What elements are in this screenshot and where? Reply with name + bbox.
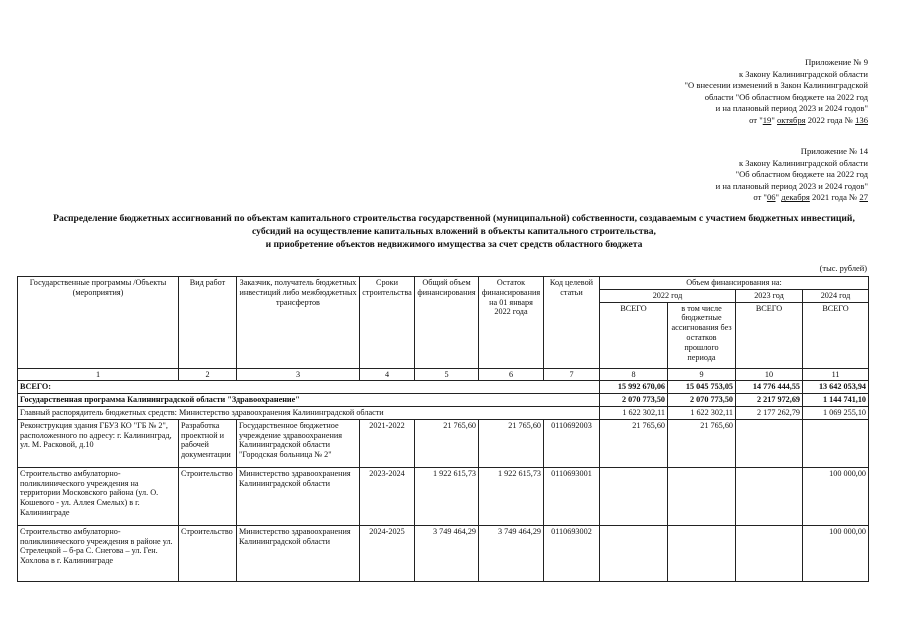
header-total-2023: ВСЕГО: [736, 302, 803, 368]
row-total: 3 749 464,29: [415, 525, 479, 581]
appendix-line: к Закону Калининградской области: [738, 157, 868, 168]
date-month: октября: [777, 114, 806, 125]
row-work: Строительство: [179, 467, 237, 525]
col-number: 6: [479, 368, 544, 381]
row-customer: Государственное бюджетное учреждение здравоохранения Калининградской области "Городская больница № 2": [237, 419, 360, 467]
total-row: [18, 381, 869, 394]
budget-table: [17, 276, 869, 582]
appendix-line: "Об областном бюджете на 2022 год: [735, 169, 868, 180]
row-object: Реконструкция здания ГБУЗ КО "ГБ № 2", расположенного по адресу: г. Калининград, ул. М. Расковой, д.10: [18, 419, 179, 467]
col-number: 1: [18, 368, 179, 381]
appendix-14-header: [716, 146, 868, 204]
row-work: Строительство: [179, 525, 237, 581]
header-row: [18, 277, 869, 290]
appendix-date: [716, 192, 868, 204]
appendix-line: "О внесении изменений в Закон Калининградской: [684, 80, 868, 91]
appendix-line: области "Об областном бюджете на 2022 год: [704, 91, 868, 102]
header-total-2024: ВСЕГО: [803, 302, 869, 368]
manager-2022: 1 622 302,11: [600, 406, 668, 419]
row-customer: Министерство здравоохранения Калининградской области: [237, 525, 360, 581]
manager-label: Главный распорядитель бюджетных средств: Министерство здравоохранения Калининградской области: [18, 406, 600, 419]
col-number: 11: [803, 368, 869, 381]
header-total-volume: Общий объем финансирования: [415, 277, 479, 369]
appendix-9-header: [685, 57, 868, 127]
appendix-date: [685, 115, 868, 127]
program-2022: 2 070 773,50: [600, 394, 668, 407]
date-part: 2022 года №: [805, 114, 856, 125]
row-object: Строительство амбулаторно-поликлинического учреждения в районе ул. Стрелецкой – б-ра С. Снегова – ул. Ген. Хохлова в г. Калининграде: [18, 525, 179, 581]
manager-row: [18, 406, 869, 419]
column-numbers-row: [18, 368, 869, 381]
total-2022: 15 992 670,06: [600, 381, 668, 394]
row-2023: [736, 525, 803, 581]
row-code: 0110693001: [544, 467, 600, 525]
program-2023: 2 217 972,69: [736, 394, 803, 407]
col-number: 8: [600, 368, 668, 381]
header-target-code: Код целевой статьи: [544, 277, 600, 369]
program-2022-incl: 2 070 773,50: [668, 394, 736, 407]
row-total: 1 922 615,73: [415, 467, 479, 525]
date-part: ": [775, 192, 782, 203]
date-part: 2021 года №: [809, 192, 860, 203]
row-remainder: 21 765,60: [479, 419, 544, 467]
total-2023: 14 776 444,55: [736, 381, 803, 394]
header-total-2022: ВСЕГО: [600, 302, 668, 368]
header-programs: Государственные программы /Объекты (мероприятия): [18, 277, 179, 369]
law-number: 27: [859, 192, 868, 203]
header-customer: Заказчик, получатель бюджетных инвестиций либо межбюджетных трансфертов: [237, 277, 360, 369]
row-object: Строительство амбулаторно-поликлинического учреждения на территории Московского района (ул. О. Кошевого - ул. Аллея Смелых) в г. Калининграде: [18, 467, 179, 525]
appendix-line: Приложение № 14: [800, 146, 868, 156]
col-number: 3: [237, 368, 360, 381]
appendix-line: и на плановый период 2023 и 2024 годов": [715, 103, 868, 114]
appendix-line: к Закону Калининградской области: [738, 68, 868, 79]
total-2024: 13 642 053,94: [803, 381, 869, 394]
row-terms: 2021-2022: [360, 419, 415, 467]
table-row: [18, 419, 869, 467]
table-row: [18, 467, 869, 525]
row-2022: 21 765,60: [600, 419, 668, 467]
date-day: 19: [762, 114, 772, 125]
header-year-2024: 2024 год: [803, 289, 869, 302]
row-2024: [803, 419, 869, 467]
row-2022: [600, 525, 668, 581]
header-year-2023: 2023 год: [736, 289, 803, 302]
law-number: 136: [855, 114, 868, 125]
row-customer: Министерство здравоохранения Калининградской области: [237, 467, 360, 525]
header-incl-remainder: в том числе бюджетные ассигнования без остатков прошлого периода: [668, 302, 736, 368]
date-month: декабря: [781, 192, 810, 203]
col-number: 2: [179, 368, 237, 381]
row-2023: [736, 467, 803, 525]
row-terms: 2023-2024: [360, 467, 415, 525]
manager-2023: 2 177 262,79: [736, 406, 803, 419]
date-day: 06: [766, 192, 776, 203]
col-number: 5: [415, 368, 479, 381]
date-part: от ": [749, 114, 763, 125]
title-line: Распределение бюджетных ассигнований по объектам капитального строительства государственной (муниципальной) собственности, создаваемым с участием бюджетных инвестиций,: [53, 213, 855, 224]
program-2024: 1 144 741,10: [803, 394, 869, 407]
row-remainder: 1 922 615,73: [479, 467, 544, 525]
date-part: ": [771, 114, 777, 125]
row-work: Разработка проектной и рабочей документации: [179, 419, 237, 467]
row-2024: 100 000,00: [803, 525, 869, 581]
unit-label: (тыс. рублей): [819, 264, 867, 273]
col-number: 4: [360, 368, 415, 381]
row-code: 0110693002: [544, 525, 600, 581]
row-2022-incl: 21 765,60: [668, 419, 736, 467]
manager-2022-incl: 1 622 302,11: [668, 406, 736, 419]
row-total: 21 765,60: [415, 419, 479, 467]
total-label: ВСЕГО:: [18, 381, 600, 394]
program-label: Государственная программа Калининградской области "Здравоохранение": [18, 394, 600, 407]
col-number: 10: [736, 368, 803, 381]
row-2024: 100 000,00: [803, 467, 869, 525]
document-title: [14, 212, 894, 251]
header-funding-volume: Объем финансирования на:: [600, 277, 869, 290]
header-work-type: Вид работ: [179, 277, 237, 369]
header-remainder: Остаток финансирования на 01 января 2022 года: [479, 277, 544, 369]
program-row: [18, 394, 869, 407]
row-2023: [736, 419, 803, 467]
table-row: [18, 525, 869, 581]
row-2022: [600, 467, 668, 525]
row-remainder: 3 749 464,29: [479, 525, 544, 581]
row-2022-incl: [668, 525, 736, 581]
title-line: субсидий на осуществление капитальных вложений в объекты капитального строительства,: [252, 226, 656, 237]
appendix-line: и на плановый период 2023 и 2024 годов": [715, 180, 868, 191]
appendix-line: Приложение № 9: [805, 57, 868, 67]
header-year-2022: 2022 год: [600, 289, 736, 302]
col-number: 9: [668, 368, 736, 381]
header-terms: Сроки строительства: [360, 277, 415, 369]
row-code: 0110692003: [544, 419, 600, 467]
date-part: от ": [753, 192, 767, 203]
title-line: и приобретение объектов недвижимого имущества за счет средств областного бюджета: [265, 239, 643, 250]
manager-2024: 1 069 255,10: [803, 406, 869, 419]
col-number: 7: [544, 368, 600, 381]
row-terms: 2024-2025: [360, 525, 415, 581]
row-2022-incl: [668, 467, 736, 525]
total-2022-incl: 15 045 753,05: [668, 381, 736, 394]
